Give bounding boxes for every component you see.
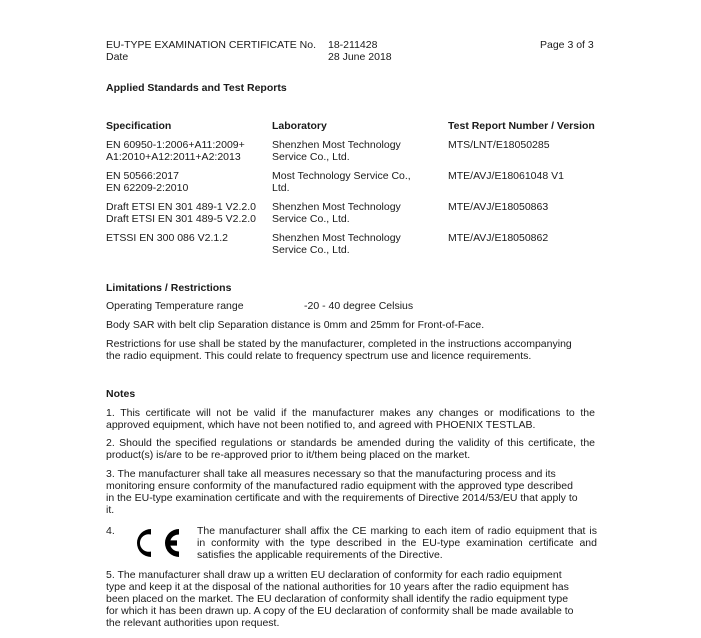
spec-cell: A1:2010+A12:2011+A2:2013 <box>106 151 241 163</box>
page-number: Page 3 of 3 <box>540 39 594 51</box>
lab-cell: Service Co., Ltd. <box>272 213 350 225</box>
report-cell: MTE/AVJ/E18061048 V1 <box>448 170 564 182</box>
note-5: 5. The manufacturer shall draw up a written EU declaration of conformity for each radio equipment <box>106 569 562 581</box>
lab-cell: Most Technology Service Co., <box>272 170 411 182</box>
standards-title: Applied Standards and Test Reports <box>106 82 287 94</box>
lab-cell: Service Co., Ltd. <box>272 244 350 256</box>
note-1: 1. This certificate will not be valid if the manufacturer makes any changes or modifications to the <box>106 407 595 419</box>
note-5: for which it has been drawn up. A copy of the EU declaration of conformity shall be made available to <box>106 605 574 617</box>
note-4: The manufacturer shall affix the CE marking to each item of radio equipment that is <box>197 525 597 537</box>
note-3: 3. The manufacturer shall take all measures necessary so that the manufacturing process and its <box>106 468 556 480</box>
limitations-title: Limitations / Restrictions <box>106 282 232 294</box>
sar-text: Body SAR with belt clip Separation distance is 0mm and 25mm for Front-of-Face. <box>106 319 485 331</box>
lab-cell: Ltd. <box>272 182 290 194</box>
note-4-number: 4. <box>106 525 115 537</box>
temperature-value: -20 - 40 degree Celsius <box>304 300 414 312</box>
ce-mark-icon <box>132 526 182 560</box>
report-cell: MTE/AVJ/E18050863 <box>448 201 549 213</box>
note-3: it. <box>106 504 115 516</box>
note-5: the relevant authorities upon request. <box>106 617 280 629</box>
lab-cell: Service Co., Ltd. <box>272 151 350 163</box>
note-2: 2. Should the specified regulations or standards be amended during the validity of this certificate, the <box>106 437 595 449</box>
notes-title: Notes <box>106 388 136 400</box>
note-2: product(s) is/are to be re-approved prior to it/them being placed on the market. <box>106 449 471 461</box>
lab-cell: Shenzhen Most Technology <box>272 232 401 244</box>
note-4: in conformity with the type described in the EU-type examination certificate and <box>197 537 597 549</box>
spec-cell: ETSSI EN 300 086 V2.1.2 <box>106 232 228 244</box>
note-5: type and keep it at the disposal of the national authorities for 10 years after the radio equipment has <box>106 581 569 593</box>
column-header-laboratory: Laboratory <box>272 120 327 132</box>
lab-cell: Shenzhen Most Technology <box>272 139 401 151</box>
note-3: in the EU-type examination certificate and with the requirements of Directive 2014/53/EU that apply to <box>106 492 578 504</box>
spec-cell: Draft ETSI EN 301 489-1 V2.2.0 <box>106 201 256 213</box>
certificate-number: 18-211428 <box>328 39 378 51</box>
spec-cell: EN 62209-2:2010 <box>106 182 189 194</box>
report-cell: MTE/AVJ/E18050862 <box>448 232 549 244</box>
note-3: monitoring ensure conformity of the manufactured radio equipment with the approved type described <box>106 480 573 492</box>
restrictions-text: Restrictions for use shall be stated by the manufacturer, completed in the instructions accompanying <box>106 338 572 350</box>
date-label: Date <box>106 51 129 63</box>
note-4: satisfies the applicable requirements of the Directive. <box>197 549 443 561</box>
column-header-specification: Specification <box>106 120 172 132</box>
certificate-label: EU-TYPE EXAMINATION CERTIFICATE No. <box>106 39 317 51</box>
spec-cell: EN 50566:2017 <box>106 170 179 182</box>
note-1: approved equipment, which have not been notified to, and agreed with PHOENIX TESTLAB. <box>106 419 536 431</box>
temperature-label: Operating Temperature range <box>106 300 244 312</box>
spec-cell: EN 60950-1:2006+A11:2009+ <box>106 139 245 151</box>
report-cell: MTS/LNT/E18050285 <box>448 139 550 151</box>
note-5: been placed on the market. The EU declaration of conformity shall identify the radio equipment type <box>106 593 569 605</box>
lab-cell: Shenzhen Most Technology <box>272 201 401 213</box>
column-header-report: Test Report Number / Version <box>448 120 595 132</box>
spec-cell: Draft ETSI EN 301 489-5 V2.2.0 <box>106 213 256 225</box>
restrictions-text: the radio equipment. This could relate to frequency spectrum use and licence requirements. <box>106 350 532 362</box>
date-value: 28 June 2018 <box>328 51 392 63</box>
